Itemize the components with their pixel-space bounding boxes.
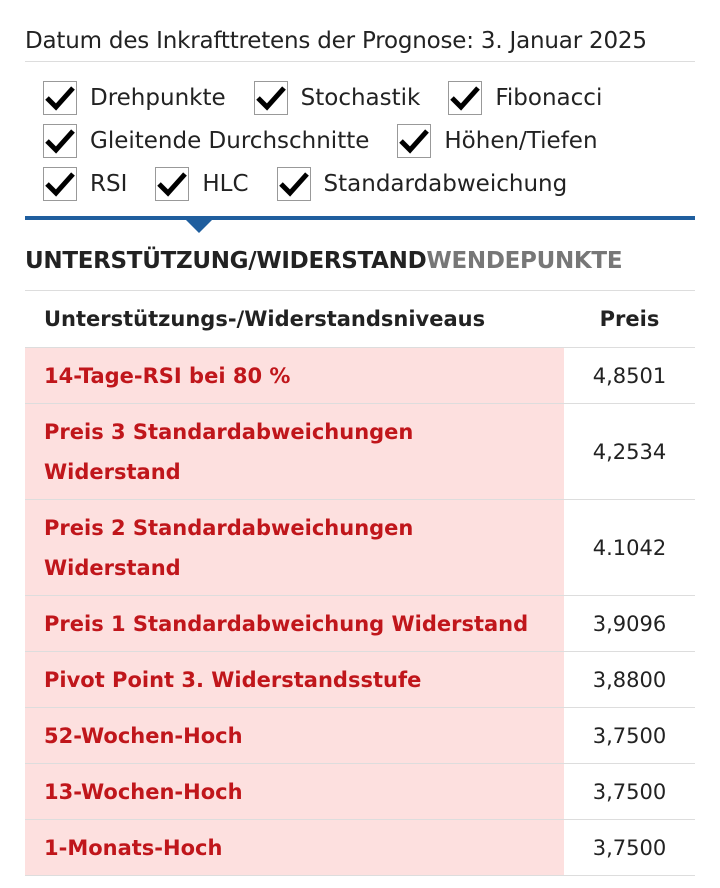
table-row — [25, 708, 695, 764]
level-price: 3,9096 — [564, 596, 695, 652]
table-row — [25, 348, 695, 404]
table-row — [25, 500, 695, 596]
level-price: 4,2534 — [564, 404, 695, 500]
level-name: Preis 3 Standardabweichungen Widerstand — [25, 404, 564, 500]
checkbox-label: RSI — [90, 171, 128, 197]
checkbox-box[interactable] — [43, 167, 77, 201]
checkbox-drehpunkte[interactable] — [43, 81, 226, 115]
checkbox-label: Stochastik — [300, 85, 421, 111]
checkbox-label: Drehpunkte — [90, 85, 226, 111]
checkbox-label: HLC — [202, 171, 249, 197]
checkmark-icon — [279, 171, 309, 197]
indicator-filter-row-1 — [43, 80, 630, 116]
tab-indicator-bar — [25, 216, 695, 220]
table-header-row — [25, 291, 695, 348]
tab-bar — [25, 244, 622, 278]
checkbox-box[interactable] — [277, 167, 311, 201]
indicator-filter-row-2 — [43, 123, 626, 159]
checkbox-hlc[interactable] — [155, 167, 248, 201]
level-name: 13-Wochen-Hoch — [25, 764, 564, 820]
checkbox-stochastik[interactable] — [254, 81, 421, 115]
level-name: Pivot Point 3. Widerstandsstufe — [25, 652, 564, 708]
level-price: 4,8501 — [564, 348, 695, 404]
checkbox-gleitende-durchschnitte[interactable] — [43, 124, 369, 158]
checkbox-box[interactable] — [43, 124, 77, 158]
level-price: 4.1042 — [564, 500, 695, 596]
table-row — [25, 652, 695, 708]
level-price: 3,7500 — [564, 820, 695, 876]
checkmark-icon — [157, 171, 187, 197]
level-name: Preis 1 Standardabweichung Widerstand — [25, 596, 564, 652]
checkbox-box[interactable] — [448, 81, 482, 115]
checkbox-standardabweichung[interactable] — [277, 167, 568, 201]
tab-support-resistance[interactable]: UNTERSTÜTZUNG/WIDERSTAND — [25, 248, 427, 274]
checkmark-icon — [399, 128, 429, 154]
level-name: 52-Wochen-Hoch — [25, 708, 564, 764]
table-row — [25, 820, 695, 876]
forecast-date: Datum des Inkrafttretens der Prognose: 3. Januar 2025 — [25, 28, 647, 54]
level-price: 3,8800 — [564, 652, 695, 708]
indicator-filter-row-3 — [43, 166, 595, 202]
checkbox-box[interactable] — [155, 167, 189, 201]
checkmark-icon — [450, 85, 480, 111]
table-row — [25, 764, 695, 820]
checkbox-rsi[interactable] — [43, 167, 127, 201]
checkmark-icon — [45, 128, 75, 154]
triangle-down-icon — [185, 219, 213, 233]
checkbox-box[interactable] — [254, 81, 288, 115]
checkmark-icon — [45, 171, 75, 197]
checkbox-label: Gleitende Durchschnitte — [90, 128, 370, 154]
checkbox-label: Fibonacci — [495, 85, 603, 111]
level-price: 3,7500 — [564, 764, 695, 820]
divider — [25, 61, 695, 62]
column-header-level: Unterstützungs-/Widerstandsniveaus — [25, 291, 564, 348]
column-header-price: Preis — [564, 291, 695, 348]
checkbox-label: Höhen/Tiefen — [444, 128, 598, 154]
level-price: 3,7500 — [564, 708, 695, 764]
table-row — [25, 596, 695, 652]
tab-pivot-points[interactable]: WENDEPUNKTE — [426, 248, 623, 274]
level-name: 14-Tage-RSI bei 80 % — [25, 348, 564, 404]
checkmark-icon — [256, 85, 286, 111]
checkbox-box[interactable] — [43, 81, 77, 115]
level-name: Preis 2 Standardabweichungen Widerstand — [25, 500, 564, 596]
level-name: 1-Monats-Hoch — [25, 820, 564, 876]
checkbox-label: Standardabweichung — [323, 171, 568, 197]
support-resistance-table — [25, 290, 695, 876]
checkmark-icon — [45, 85, 75, 111]
checkbox-fibonacci[interactable] — [448, 81, 602, 115]
checkbox-box[interactable] — [397, 124, 431, 158]
checkbox-hoehen-tiefen[interactable] — [397, 124, 597, 158]
table-row — [25, 404, 695, 500]
